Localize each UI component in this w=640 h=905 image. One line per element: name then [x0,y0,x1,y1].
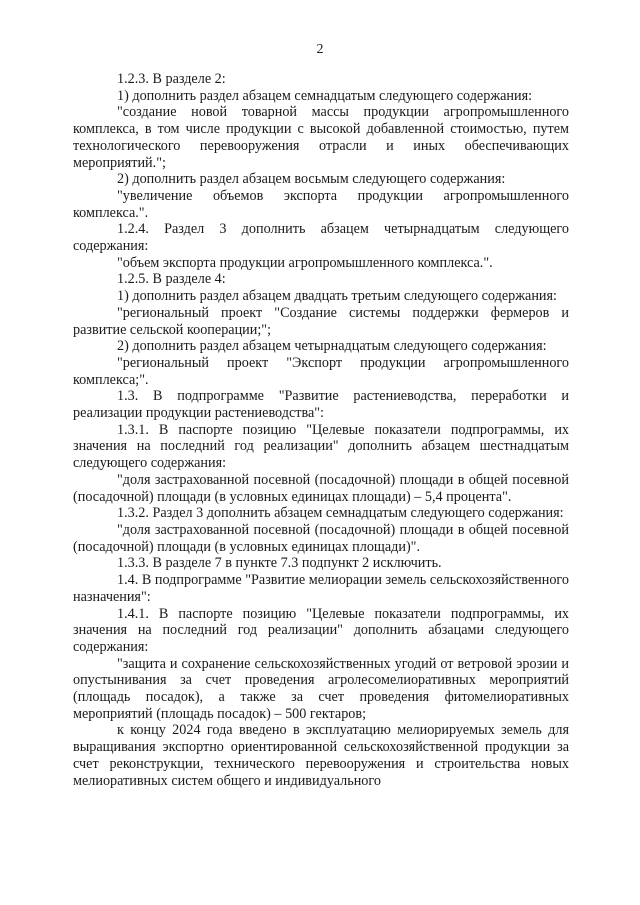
paragraph: "доля застрахованной посевной (посадочной) площади в общей посевной (посадочной) площади (в условных единицах площади) – 5,4 процента". [73,471,569,505]
paragraph: 1.2.4. Раздел 3 дополнить абзацем четырнадцатым следующего содержания: [73,221,569,255]
paragraph: 1) дополнить раздел абзацем двадцать третьим следующего содержания: [117,288,557,305]
paragraph: "защита и сохранение сельскохозяйственных угодий от ветровой эрозии и опустынивания за счет проведения агролесомелиоративных мероприятий (площадь посадок), а также за счет проведения фитомелиоративных мероприятий (площадь посадок) – 500 гектаров; [73,655,569,722]
paragraph: к концу 2024 года введено в эксплуатацию мелиорируемых земель для выращивания экспортно ориентированной сельскохозяйственной продукции за счет реконструкции, технического перевооружения и строительства новых мелиоративных систем общего и индивидуального [73,722,569,789]
paragraph: "объем экспорта продукции агропромышленного комплекса.". [117,254,493,271]
paragraph: 1) дополнить раздел абзацем семнадцатым следующего содержания: [117,87,533,104]
paragraph: "создание новой товарной массы продукции агропромышленного комплекса, в том числе продукции с высокой добавленной стоимостью, путем технологического перевооружения отрасли и иных обеспечивающих мероприятий."; [73,104,569,171]
page-number: 2 [316,42,324,57]
paragraph: 1.3.3. В разделе 7 в пункте 7.3 подпункт 2 исключить. [117,555,442,572]
paragraph: 1.3.2. Раздел 3 дополнить абзацем семнадцатым следующего содержания: [117,505,564,522]
paragraph: 1.4. В подпрограмме "Развитие мелиорации земель сельскохозяйственного назначения": [73,572,569,605]
paragraph: "увеличение объемов экспорта продукции агропромышленного комплекса.". [73,187,569,221]
document-body [73,71,569,789]
paragraph: 1.2.5. В разделе 4: [117,271,226,288]
paragraph: "доля застрахованной посевной (посадочной) площади в общей посевной (посадочной) площади (в условных единицах площади)". [73,521,569,555]
paragraph: 1.4.1. В паспорте позицию "Целевые показатели подпрограммы, их значения на последний год реализации" дополнить абзацами следующего содержания: [73,605,569,655]
paragraph: 1.3. В подпрограмме "Развитие растениеводства, переработки и реализации продукции растениеводства": [73,388,569,422]
paragraph: 2) дополнить раздел абзацем восьмым следующего содержания: [117,171,506,188]
paragraph: "региональный проект "Создание системы поддержки фермеров и развитие сельской кооперации;"; [73,304,569,338]
paragraph: "региональный проект "Экспорт продукции агропромышленного комплекса;". [73,354,569,388]
paragraph: 1.3.1. В паспорте позицию "Целевые показатели подпрограммы, их значения на последний год реализации" дополнить абзацем шестнадцатым следующего содержания: [73,421,569,472]
paragraph: 2) дополнить раздел абзацем четырнадцатым следующего содержания: [117,338,547,355]
paragraph: 1.2.3. В разделе 2: [117,71,226,87]
